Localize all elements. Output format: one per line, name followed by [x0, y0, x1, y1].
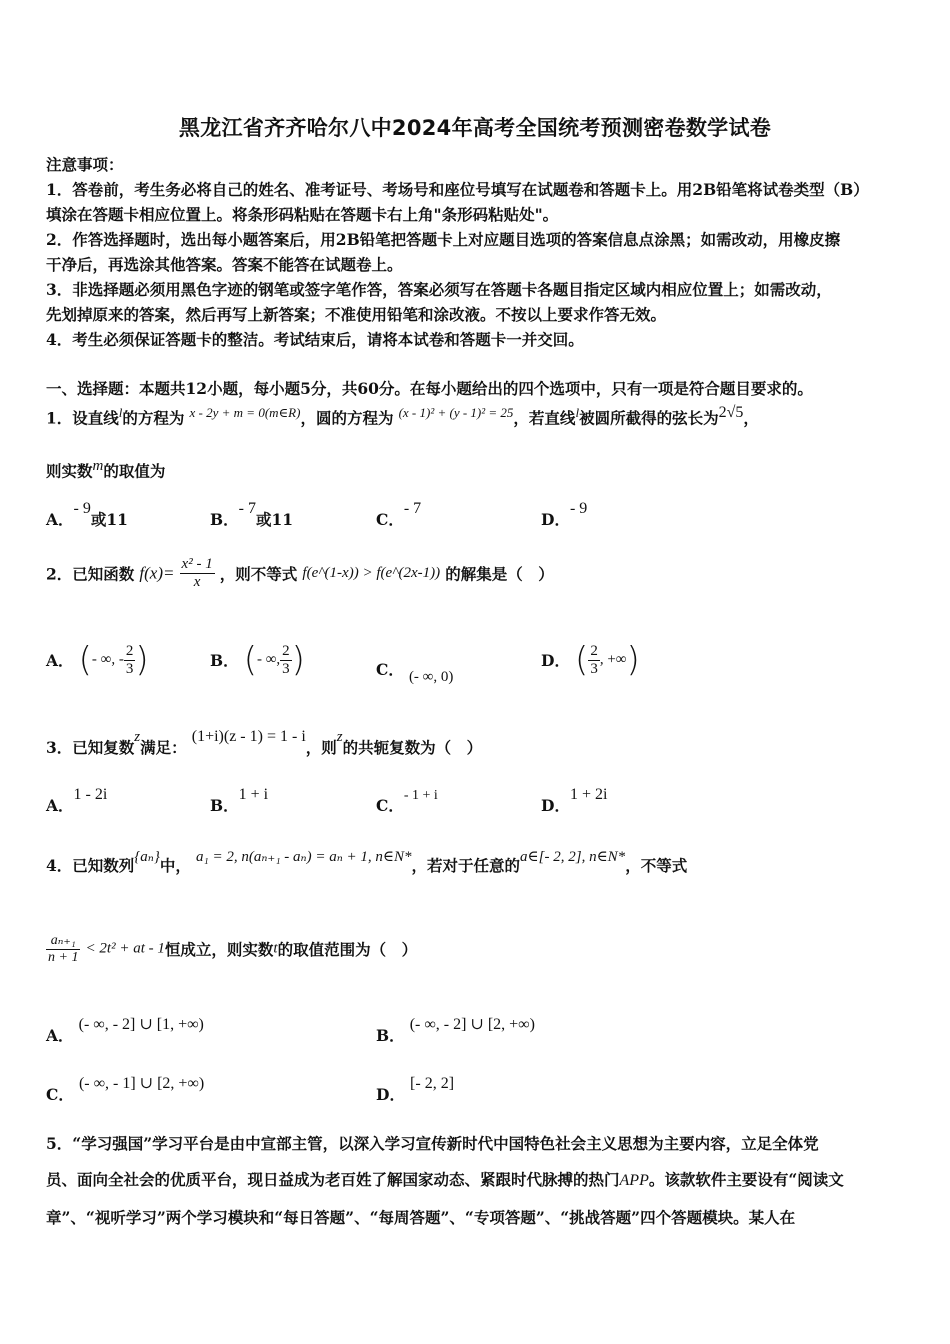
question-5-line-2 [46, 1168, 844, 1190]
option-text: 或11 [255, 510, 294, 529]
option-value: (- ∞, 0) [408, 669, 454, 685]
q1-circle-equation: (x - 1)² + (y - 1)² = 25 [398, 405, 514, 420]
q4-condition: a∈[- 2, 2], n∈N* [520, 849, 626, 865]
q2-option-a[interactable] [46, 640, 149, 680]
fraction-numerator: 2 [282, 642, 290, 659]
q1-var-l: l [575, 405, 580, 420]
option-fraction [124, 643, 136, 678]
question-4-line-1 [46, 844, 688, 875]
q3-text: 3．已知复数 [46, 738, 135, 757]
q3-var-z: z [134, 729, 141, 745]
option-value: 1 + 2i [569, 786, 608, 803]
q3-option-b[interactable] [210, 782, 269, 815]
q2-inequality: f(e^(1-x)) > f(e^(2x-1)) [302, 565, 441, 581]
option-label: C． [376, 510, 404, 529]
q2-text: ，则不等式 [219, 564, 298, 584]
page-title: 黑龙江省齐齐哈尔八中2024年高考全国统考预测密卷数学试卷 [178, 116, 772, 140]
option-value: (- ∞, - 2] ∪ [2, +∞) [409, 1016, 535, 1033]
paren-close: ) [291, 640, 305, 680]
paren-open: ( [575, 640, 589, 680]
q4-text: 4．已知数列 [46, 856, 135, 875]
notice-line: 2．作答选择题时，选出每小题答案后，用2B铅笔把答题卡上对应题目选项的答案信息点涂黑；如需改动，用橡皮擦 [46, 230, 841, 249]
q2-option-c[interactable] [376, 658, 454, 685]
option-value: - ∞, [256, 651, 281, 668]
fraction-denominator: n + 1 [48, 950, 79, 965]
option-text: 或11 [90, 510, 128, 529]
q3-equation: (1+i)(z - 1) = 1 - i [191, 728, 306, 745]
option-value: - 7 [403, 500, 422, 517]
option-value: - 9 [569, 500, 588, 517]
q4-recurrence: a₁ = 2, n(aₙ₊₁ - aₙ) = aₙ + 1, n∈N* [195, 849, 412, 865]
fraction-denominator: 3 [282, 660, 290, 677]
q4-fraction [46, 932, 80, 966]
fraction-denominator: 3 [125, 660, 134, 677]
question-1-line-1 [46, 404, 759, 428]
fraction-numerator: 2 [125, 642, 134, 659]
q3-text: ，则 [305, 738, 337, 757]
q1-var-m: m [92, 458, 104, 474]
option-label: C． [376, 796, 404, 815]
q2-option-d[interactable] [541, 640, 640, 680]
option-value: - 7 [238, 500, 256, 517]
option-value: [- 2, 2] [410, 1075, 455, 1092]
q1-option-b[interactable] [210, 496, 294, 529]
q1-option-d[interactable] [541, 496, 588, 529]
q1-text: 被圆所截得的弦长为 [579, 408, 719, 428]
option-value: (- ∞, - 1] ∪ [2, +∞) [78, 1075, 205, 1092]
option-fraction [280, 643, 292, 678]
q1-text: ， [743, 408, 759, 428]
option-label: C． [46, 1085, 74, 1104]
q1-chord-length: 2√5 [718, 404, 744, 421]
option-value: 1 - 2i [73, 786, 108, 803]
q1-line-equation: x - 2y + m = 0(m∈R) [189, 405, 301, 420]
q4-text: ，不等式 [625, 856, 688, 875]
q2-function: f(x)= [139, 563, 175, 583]
notice-line: 先划掉原来的答案，然后再写上新答案；不准使用铅笔和涂改液。不按以上要求作答无效。 [46, 305, 667, 324]
q3-text: 满足： [140, 738, 187, 757]
option-label: D． [541, 651, 570, 670]
q2-option-b[interactable] [210, 640, 305, 680]
q1-option-a[interactable] [46, 496, 128, 529]
q1-text: 1．设直线 [46, 408, 119, 428]
option-label: B． [376, 1026, 405, 1045]
paren-open: ( [243, 640, 257, 680]
q1-text: ，若直线 [513, 408, 576, 428]
q4-var-t: t [273, 940, 278, 957]
q4-option-c[interactable] [46, 1071, 205, 1104]
q4-sequence: {aₙ} [134, 849, 160, 865]
option-label: A． [46, 796, 74, 815]
paren-close: ) [135, 640, 149, 680]
option-label: D． [541, 796, 570, 815]
question-5-line-3: 章”、“视听学习”两个学习模块和“每日答题”、“每周答题”、“专项答题”、“挑战答题”四个答题模块。某人在 [46, 1208, 796, 1227]
fraction-numerator: aₙ₊₁ [46, 932, 80, 950]
option-label: B． [210, 651, 239, 670]
notice-line: 4．考生必须保证答题卡的整洁。考试结束后，请将本试卷和答题卡一并交回。 [46, 330, 584, 349]
question-4-line-2 [46, 932, 417, 966]
q3-option-c[interactable] [376, 782, 438, 815]
q1-text: ，圆的方程为 [300, 408, 394, 428]
notice-line: 1．答卷前，考生务必将自己的姓名、准考证号、考场号和座位号填写在试题卷和答题卡上。用2B铅笔将试卷类型（B） [46, 180, 869, 199]
q3-text: 的共轭复数为（ ） [342, 738, 483, 757]
paren-open: ( [78, 640, 92, 680]
section-heading: 一、选择题：本题共12小题，每小题5分，共60分。在每小题给出的四个选项中，只有一项是符合题目要求的。 [46, 379, 813, 398]
question-3 [46, 724, 483, 757]
q3-option-d[interactable] [541, 782, 608, 815]
option-value: 1 + i [238, 786, 269, 803]
q1-option-c[interactable] [376, 496, 422, 529]
option-value: - 9 [73, 500, 91, 517]
q2-text: 的解集是（ ） [445, 564, 554, 584]
option-value: - ∞, - [91, 651, 124, 668]
option-label: A． [46, 651, 74, 670]
notice-line: 干净后，再选涂其他答案。答案不能答在试题卷上。 [46, 255, 403, 274]
q4-text: ，若对于任意的 [411, 856, 521, 875]
q4-inequality: < 2t² + at - 1 [85, 940, 165, 957]
q4-text: 恒成立，则实数 [164, 940, 274, 959]
option-value: - 1 + i [403, 788, 438, 803]
q2-text: 2．已知函数 [46, 564, 135, 584]
question-1-line-2 [46, 458, 165, 481]
option-label: D． [376, 1085, 405, 1104]
q5-text: 。该款软件主要设有“阅读文 [648, 1170, 844, 1189]
paren-close: ) [626, 640, 640, 680]
q1-text: 的取值为 [103, 461, 166, 481]
option-label: D． [541, 510, 570, 529]
q1-text: 的方程为 [122, 408, 185, 428]
q4-option-a[interactable] [46, 1012, 204, 1045]
option-fraction [588, 643, 600, 678]
q4-text: 中， [159, 856, 191, 875]
notice-line: 填涂在答题卡相应位置上。将条形码粘贴在答题卡右上角"条形码粘贴处"。 [46, 205, 559, 224]
q2-fraction [180, 556, 215, 591]
fraction-denominator: 3 [590, 660, 598, 677]
option-label: B． [210, 796, 239, 815]
q4-option-b[interactable] [376, 1012, 535, 1045]
option-label: B． [210, 510, 239, 529]
q4-text: 的取值范围为（ ） [277, 940, 418, 959]
q1-text: 则实数 [46, 461, 93, 481]
q4-option-d[interactable] [376, 1071, 455, 1104]
q5-app: APP [619, 1172, 649, 1189]
option-value: (- ∞, - 2] ∪ [1, +∞) [78, 1016, 204, 1033]
option-value: , +∞ [599, 651, 627, 668]
notice-heading: 注意事项： [46, 155, 124, 174]
option-label: C． [376, 660, 404, 679]
notice-line: 3．非选择题必须用黑色字迹的钢笔或签字笔作答，答案必须写在答题卡各题目指定区域内相应位置上；如需改动， [46, 280, 832, 299]
q5-text: 员、面向全社会的优质平台，现日益成为老百姓了解国家动态、紧跟时代脉搏的热门 [46, 1170, 620, 1189]
fraction-denominator: x [193, 574, 201, 590]
question-5-line-1: 5．“学习强国”学习平台是由中宣部主管，以深入学习宣传新时代中国特色社会主义思想为主要内容，立足全体党 [46, 1134, 819, 1153]
option-label: A． [46, 510, 74, 529]
option-label: A． [46, 1026, 74, 1045]
question-2 [46, 556, 554, 591]
q1-var-l: l [118, 405, 123, 420]
fraction-numerator: 2 [590, 642, 598, 659]
q3-var-z: z [336, 729, 343, 745]
fraction-numerator: x² - 1 [181, 556, 213, 572]
q3-option-a[interactable] [46, 782, 108, 815]
